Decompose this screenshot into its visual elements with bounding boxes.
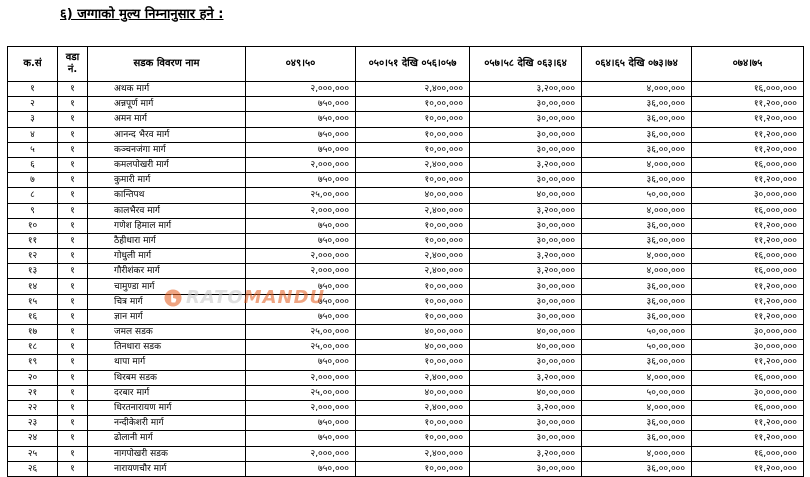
cell-price-2050-57: ४०,००,००० — [356, 340, 470, 355]
cell-price-2064-74: ४,०००,००० — [582, 264, 692, 279]
cell-sn: २३ — [8, 416, 58, 431]
cell-price-2050-57: ४०,००,००० — [356, 325, 470, 340]
cell-price-2074-75: ११,२००,००० — [692, 142, 804, 157]
cell-ward: १ — [58, 294, 88, 309]
table-row — [8, 233, 804, 248]
cell-ward: १ — [58, 279, 88, 294]
cell-road-name: अथक मार्ग — [88, 82, 246, 97]
cell-road-name: नारायणचौर मार्ग — [88, 461, 246, 476]
cell-sn: २ — [8, 97, 58, 112]
col-header-2064-74: ०६४।६५ देखि ०७३।७४ — [582, 47, 692, 82]
table-row — [8, 340, 804, 355]
cell-price-2049-50: ७५०,००० — [246, 294, 356, 309]
cell-road-name: चित्र मार्ग — [88, 294, 246, 309]
cell-price-2050-57: १०,००,००० — [356, 294, 470, 309]
cell-price-2057-64: ३०,००,००० — [470, 279, 582, 294]
table-row — [8, 461, 804, 476]
cell-price-2064-74: ३६,००,००० — [582, 173, 692, 188]
cell-price-2050-57: १०,००,००० — [356, 355, 470, 370]
cell-sn: ९ — [8, 203, 58, 218]
table-row — [8, 264, 804, 279]
cell-sn: ६ — [8, 157, 58, 172]
cell-price-2050-57: १०,००,००० — [356, 279, 470, 294]
cell-price-2057-64: ३,२००,००० — [470, 264, 582, 279]
table-row — [8, 279, 804, 294]
cell-price-2049-50: २,०००,००० — [246, 264, 356, 279]
cell-price-2074-75: १६,०००,००० — [692, 446, 804, 461]
cell-price-2050-57: २,४००,००० — [356, 82, 470, 97]
cell-price-2057-64: ३,२००,००० — [470, 400, 582, 415]
cell-price-2057-64: ३,२००,००० — [470, 203, 582, 218]
cell-price-2049-50: २,०००,००० — [246, 249, 356, 264]
cell-ward: १ — [58, 249, 88, 264]
cell-price-2074-75: ११,२००,००० — [692, 218, 804, 233]
cell-price-2057-64: ३०,००,००० — [470, 97, 582, 112]
cell-price-2074-75: ११,२००,००० — [692, 233, 804, 248]
table-row — [8, 431, 804, 446]
cell-price-2074-75: ११,२००,००० — [692, 461, 804, 476]
cell-road-name: धिरतनारायण मार्ग — [88, 400, 246, 415]
cell-price-2050-57: २,४००,००० — [356, 264, 470, 279]
cell-price-2074-75: ३०,०००,००० — [692, 325, 804, 340]
cell-price-2050-57: १०,००,००० — [356, 173, 470, 188]
cell-sn: १५ — [8, 294, 58, 309]
cell-ward: १ — [58, 370, 88, 385]
cell-price-2049-50: ७५०,००० — [246, 173, 356, 188]
cell-price-2064-74: ४,०००,००० — [582, 82, 692, 97]
cell-price-2050-57: २,४००,००० — [356, 157, 470, 172]
cell-road-name: गोधुली मार्ग — [88, 249, 246, 264]
cell-price-2057-64: ३,२००,००० — [470, 446, 582, 461]
table-row — [8, 385, 804, 400]
cell-road-name: अमन मार्ग — [88, 112, 246, 127]
cell-price-2057-64: ४०,००,००० — [470, 325, 582, 340]
cell-price-2074-75: ११,२००,००० — [692, 355, 804, 370]
cell-price-2050-57: ४०,००,००० — [356, 188, 470, 203]
cell-price-2064-74: ४,०००,००० — [582, 203, 692, 218]
cell-sn: १७ — [8, 325, 58, 340]
cell-price-2050-57: १०,००,००० — [356, 97, 470, 112]
table-row — [8, 142, 804, 157]
cell-price-2050-57: १०,००,००० — [356, 112, 470, 127]
table-row — [8, 203, 804, 218]
cell-price-2064-74: ५०,००,००० — [582, 385, 692, 400]
cell-ward: १ — [58, 431, 88, 446]
table-row — [8, 446, 804, 461]
table-row — [8, 400, 804, 415]
cell-price-2049-50: ७५०,००० — [246, 97, 356, 112]
cell-price-2064-74: ३६,००,००० — [582, 461, 692, 476]
cell-price-2064-74: ३६,००,००० — [582, 294, 692, 309]
cell-price-2049-50: ७५०,००० — [246, 127, 356, 142]
table-row — [8, 416, 804, 431]
cell-ward: १ — [58, 127, 88, 142]
cell-road-name: जमल सडक — [88, 325, 246, 340]
cell-price-2074-75: ११,२००,००० — [692, 112, 804, 127]
cell-sn: १० — [8, 218, 58, 233]
cell-price-2057-64: ३,२००,००० — [470, 249, 582, 264]
cell-price-2074-75: ११,२००,००० — [692, 309, 804, 324]
cell-price-2057-64: ३०,००,००० — [470, 112, 582, 127]
cell-price-2049-50: ७५०,००० — [246, 431, 356, 446]
cell-sn: २१ — [8, 385, 58, 400]
cell-price-2050-57: १०,००,००० — [356, 309, 470, 324]
col-header-road-name: सडक विवरण नाम — [88, 47, 246, 82]
cell-price-2049-50: ७५०,००० — [246, 461, 356, 476]
table-row — [8, 173, 804, 188]
cell-ward: १ — [58, 97, 88, 112]
col-header-ward: वडा नं. — [58, 47, 88, 82]
cell-sn: १ — [8, 82, 58, 97]
table-row — [8, 355, 804, 370]
cell-price-2074-75: ११,२००,००० — [692, 127, 804, 142]
cell-sn: २६ — [8, 461, 58, 476]
cell-price-2064-74: ३६,००,००० — [582, 233, 692, 248]
cell-road-name: चामुण्डा मार्ग — [88, 279, 246, 294]
cell-price-2064-74: ३६,००,००० — [582, 218, 692, 233]
cell-price-2074-75: ११,२००,००० — [692, 416, 804, 431]
cell-road-name: अन्नपूर्ण मार्ग — [88, 97, 246, 112]
cell-price-2049-50: ७५०,००० — [246, 218, 356, 233]
cell-price-2057-64: ३,२००,००० — [470, 82, 582, 97]
cell-price-2074-75: ११,२००,००० — [692, 431, 804, 446]
cell-price-2074-75: ११,२००,००० — [692, 294, 804, 309]
watermark-text-part2: MANDU — [243, 287, 326, 308]
cell-price-2049-50: २,०००,००० — [246, 157, 356, 172]
cell-road-name: कमलपोखरी मार्ग — [88, 157, 246, 172]
cell-price-2049-50: २,०००,००० — [246, 82, 356, 97]
cell-ward: १ — [58, 385, 88, 400]
table-row — [8, 112, 804, 127]
cell-road-name: नागपोखरी सडक — [88, 446, 246, 461]
cell-price-2064-74: ४,०००,००० — [582, 157, 692, 172]
cell-road-name: थापा मार्ग — [88, 355, 246, 370]
cell-price-2064-74: ३६,००,००० — [582, 416, 692, 431]
cell-price-2049-50: २५,००,००० — [246, 340, 356, 355]
col-header-sn: क.सं — [8, 47, 58, 82]
cell-ward: १ — [58, 400, 88, 415]
cell-price-2057-64: ३०,००,००० — [470, 142, 582, 157]
col-header-2050-57: ०५०।५१ देखि ०५६।०५७ — [356, 47, 470, 82]
table-row — [8, 249, 804, 264]
cell-sn: २४ — [8, 431, 58, 446]
cell-price-2049-50: ७५०,००० — [246, 416, 356, 431]
cell-sn: ८ — [8, 188, 58, 203]
cell-sn: ११ — [8, 233, 58, 248]
cell-price-2050-57: २,४००,००० — [356, 400, 470, 415]
table-header-row — [8, 47, 804, 82]
table-row — [8, 370, 804, 385]
cell-price-2064-74: ४,०००,००० — [582, 370, 692, 385]
cell-sn: २२ — [8, 400, 58, 415]
cell-road-name: दरबार मार्ग — [88, 385, 246, 400]
cell-price-2064-74: ३६,००,००० — [582, 309, 692, 324]
cell-ward: १ — [58, 157, 88, 172]
cell-ward: १ — [58, 112, 88, 127]
cell-price-2074-75: १६,०००,००० — [692, 400, 804, 415]
cell-price-2050-57: २,४००,००० — [356, 203, 470, 218]
cell-price-2049-50: २,०००,००० — [246, 203, 356, 218]
cell-price-2049-50: ७५०,००० — [246, 112, 356, 127]
table-row — [8, 127, 804, 142]
cell-price-2064-74: ४,०००,००० — [582, 249, 692, 264]
land-price-table — [7, 46, 804, 477]
cell-price-2074-75: १६,०००,००० — [692, 82, 804, 97]
cell-price-2049-50: २,०००,००० — [246, 446, 356, 461]
cell-road-name: गौरीशंकर मार्ग — [88, 264, 246, 279]
cell-ward: १ — [58, 142, 88, 157]
cell-price-2074-75: ११,२००,००० — [692, 173, 804, 188]
table-row — [8, 309, 804, 324]
cell-road-name: कुमारी मार्ग — [88, 173, 246, 188]
cell-price-2074-75: १६,०००,००० — [692, 370, 804, 385]
table-row — [8, 218, 804, 233]
cell-road-name: नन्दीकेशरी मार्ग — [88, 416, 246, 431]
cell-price-2050-57: २,४००,००० — [356, 249, 470, 264]
watermark-text-part1: RATO — [186, 287, 244, 308]
cell-price-2057-64: ४०,००,००० — [470, 188, 582, 203]
cell-price-2057-64: ३०,००,००० — [470, 309, 582, 324]
cell-sn: २५ — [8, 446, 58, 461]
cell-ward: १ — [58, 218, 88, 233]
cell-price-2050-57: १०,००,००० — [356, 127, 470, 142]
cell-price-2064-74: ५०,००,००० — [582, 340, 692, 355]
cell-price-2049-50: २५,००,००० — [246, 325, 356, 340]
cell-price-2057-64: ३०,००,००० — [470, 218, 582, 233]
cell-price-2049-50: ७५०,००० — [246, 233, 356, 248]
cell-price-2074-75: ११,२००,००० — [692, 279, 804, 294]
cell-price-2064-74: ३६,००,००० — [582, 142, 692, 157]
cell-price-2064-74: ३६,००,००० — [582, 355, 692, 370]
cell-sn: ५ — [8, 142, 58, 157]
cell-price-2064-74: ३६,००,००० — [582, 112, 692, 127]
cell-price-2049-50: ७५०,००० — [246, 142, 356, 157]
cell-price-2050-57: १०,००,००० — [356, 233, 470, 248]
cell-price-2074-75: १६,०००,००० — [692, 203, 804, 218]
cell-price-2057-64: ३,२००,००० — [470, 157, 582, 172]
cell-price-2057-64: ३०,००,००० — [470, 173, 582, 188]
cell-price-2049-50: ७५०,००० — [246, 309, 356, 324]
cell-ward: १ — [58, 264, 88, 279]
cell-price-2050-57: २,४००,००० — [356, 370, 470, 385]
cell-road-name: ज्ञान मार्ग — [88, 309, 246, 324]
cell-ward: १ — [58, 340, 88, 355]
cell-price-2050-57: १०,००,००० — [356, 431, 470, 446]
cell-price-2074-75: ३०,०००,००० — [692, 340, 804, 355]
cell-price-2064-74: ५०,००,००० — [582, 325, 692, 340]
cell-road-name: आनन्द भैरव मार्ग — [88, 127, 246, 142]
cell-price-2049-50: ७५०,००० — [246, 355, 356, 370]
table-row — [8, 325, 804, 340]
cell-price-2049-50: ७५०,००० — [246, 279, 356, 294]
cell-ward: १ — [58, 446, 88, 461]
col-header-2074-75: ०७४।७५ — [692, 47, 804, 82]
cell-price-2057-64: ३०,००,००० — [470, 461, 582, 476]
cell-sn: ७ — [8, 173, 58, 188]
cell-price-2057-64: ३०,००,००० — [470, 355, 582, 370]
cell-ward: १ — [58, 188, 88, 203]
cell-ward: १ — [58, 309, 88, 324]
cell-price-2049-50: २५,००,००० — [246, 385, 356, 400]
cell-price-2050-57: १०,००,००० — [356, 416, 470, 431]
cell-price-2074-75: १६,०००,००० — [692, 157, 804, 172]
cell-price-2050-57: १०,००,००० — [356, 218, 470, 233]
table-row — [8, 97, 804, 112]
table-row — [8, 188, 804, 203]
cell-road-name: कालभैरव मार्ग — [88, 203, 246, 218]
col-header-2049-50: ०४९।५० — [246, 47, 356, 82]
cell-road-name: कान्तिपथ — [88, 188, 246, 203]
cell-ward: १ — [58, 233, 88, 248]
cell-price-2057-64: ३०,००,००० — [470, 416, 582, 431]
cell-price-2064-74: ३६,००,००० — [582, 127, 692, 142]
cell-sn: १८ — [8, 340, 58, 355]
cell-ward: १ — [58, 203, 88, 218]
cell-sn: ४ — [8, 127, 58, 142]
table-body — [8, 82, 804, 477]
col-header-2057-64: ०५७।५८ देखि ०६३।६४ — [470, 47, 582, 82]
cell-road-name: थिरबम सडक — [88, 370, 246, 385]
cell-sn: १२ — [8, 249, 58, 264]
cell-road-name: ठैहीधारा मार्ग — [88, 233, 246, 248]
cell-ward: १ — [58, 355, 88, 370]
cell-price-2049-50: २,०००,००० — [246, 400, 356, 415]
table-row — [8, 157, 804, 172]
cell-price-2050-57: २,४००,००० — [356, 446, 470, 461]
cell-price-2050-57: ४०,००,००० — [356, 385, 470, 400]
cell-sn: २० — [8, 370, 58, 385]
cell-ward: १ — [58, 82, 88, 97]
cell-sn: १९ — [8, 355, 58, 370]
cell-price-2050-57: १०,००,००० — [356, 461, 470, 476]
cell-price-2064-74: ३६,००,००० — [582, 431, 692, 446]
cell-price-2064-74: ५०,००,००० — [582, 188, 692, 203]
table-row — [8, 82, 804, 97]
cell-sn: १६ — [8, 309, 58, 324]
cell-price-2057-64: ४०,००,००० — [470, 340, 582, 355]
cell-price-2064-74: ३६,००,००० — [582, 279, 692, 294]
cell-price-2064-74: ३६,००,००० — [582, 97, 692, 112]
cell-price-2049-50: २५,००,००० — [246, 188, 356, 203]
cell-ward: १ — [58, 173, 88, 188]
cell-price-2074-75: ३०,०००,००० — [692, 385, 804, 400]
cell-road-name: गणेश हिमाल मार्ग — [88, 218, 246, 233]
cell-sn: १४ — [8, 279, 58, 294]
cell-road-name: तिनधारा सडक — [88, 340, 246, 355]
cell-road-name: कञ्चनजंगा मार्ग — [88, 142, 246, 157]
cell-sn: ३ — [8, 112, 58, 127]
table-row — [8, 294, 804, 309]
cell-price-2057-64: ४०,००,००० — [470, 385, 582, 400]
cell-price-2057-64: ३०,००,००० — [470, 431, 582, 446]
cell-price-2074-75: ३०,०००,००० — [692, 188, 804, 203]
cell-price-2064-74: ४,०००,००० — [582, 400, 692, 415]
section-heading: ६) जग्गाको मुल्य निम्नानुसार हने : — [60, 7, 224, 22]
cell-price-2074-75: ११,२००,००० — [692, 97, 804, 112]
cell-price-2057-64: ३०,००,००० — [470, 233, 582, 248]
cell-ward: १ — [58, 416, 88, 431]
cell-sn: १३ — [8, 264, 58, 279]
cell-ward: १ — [58, 461, 88, 476]
cell-price-2057-64: ३०,००,००० — [470, 127, 582, 142]
cell-price-2057-64: ३०,००,००० — [470, 294, 582, 309]
cell-price-2057-64: ३,२००,००० — [470, 370, 582, 385]
cell-price-2064-74: ४,०००,००० — [582, 446, 692, 461]
cell-road-name: ढोलानी मार्ग — [88, 431, 246, 446]
cell-ward: १ — [58, 325, 88, 340]
cell-price-2074-75: १६,०००,००० — [692, 264, 804, 279]
cell-price-2049-50: २,०००,००० — [246, 370, 356, 385]
cell-price-2050-57: १०,००,००० — [356, 142, 470, 157]
cell-price-2074-75: १६,०००,००० — [692, 249, 804, 264]
